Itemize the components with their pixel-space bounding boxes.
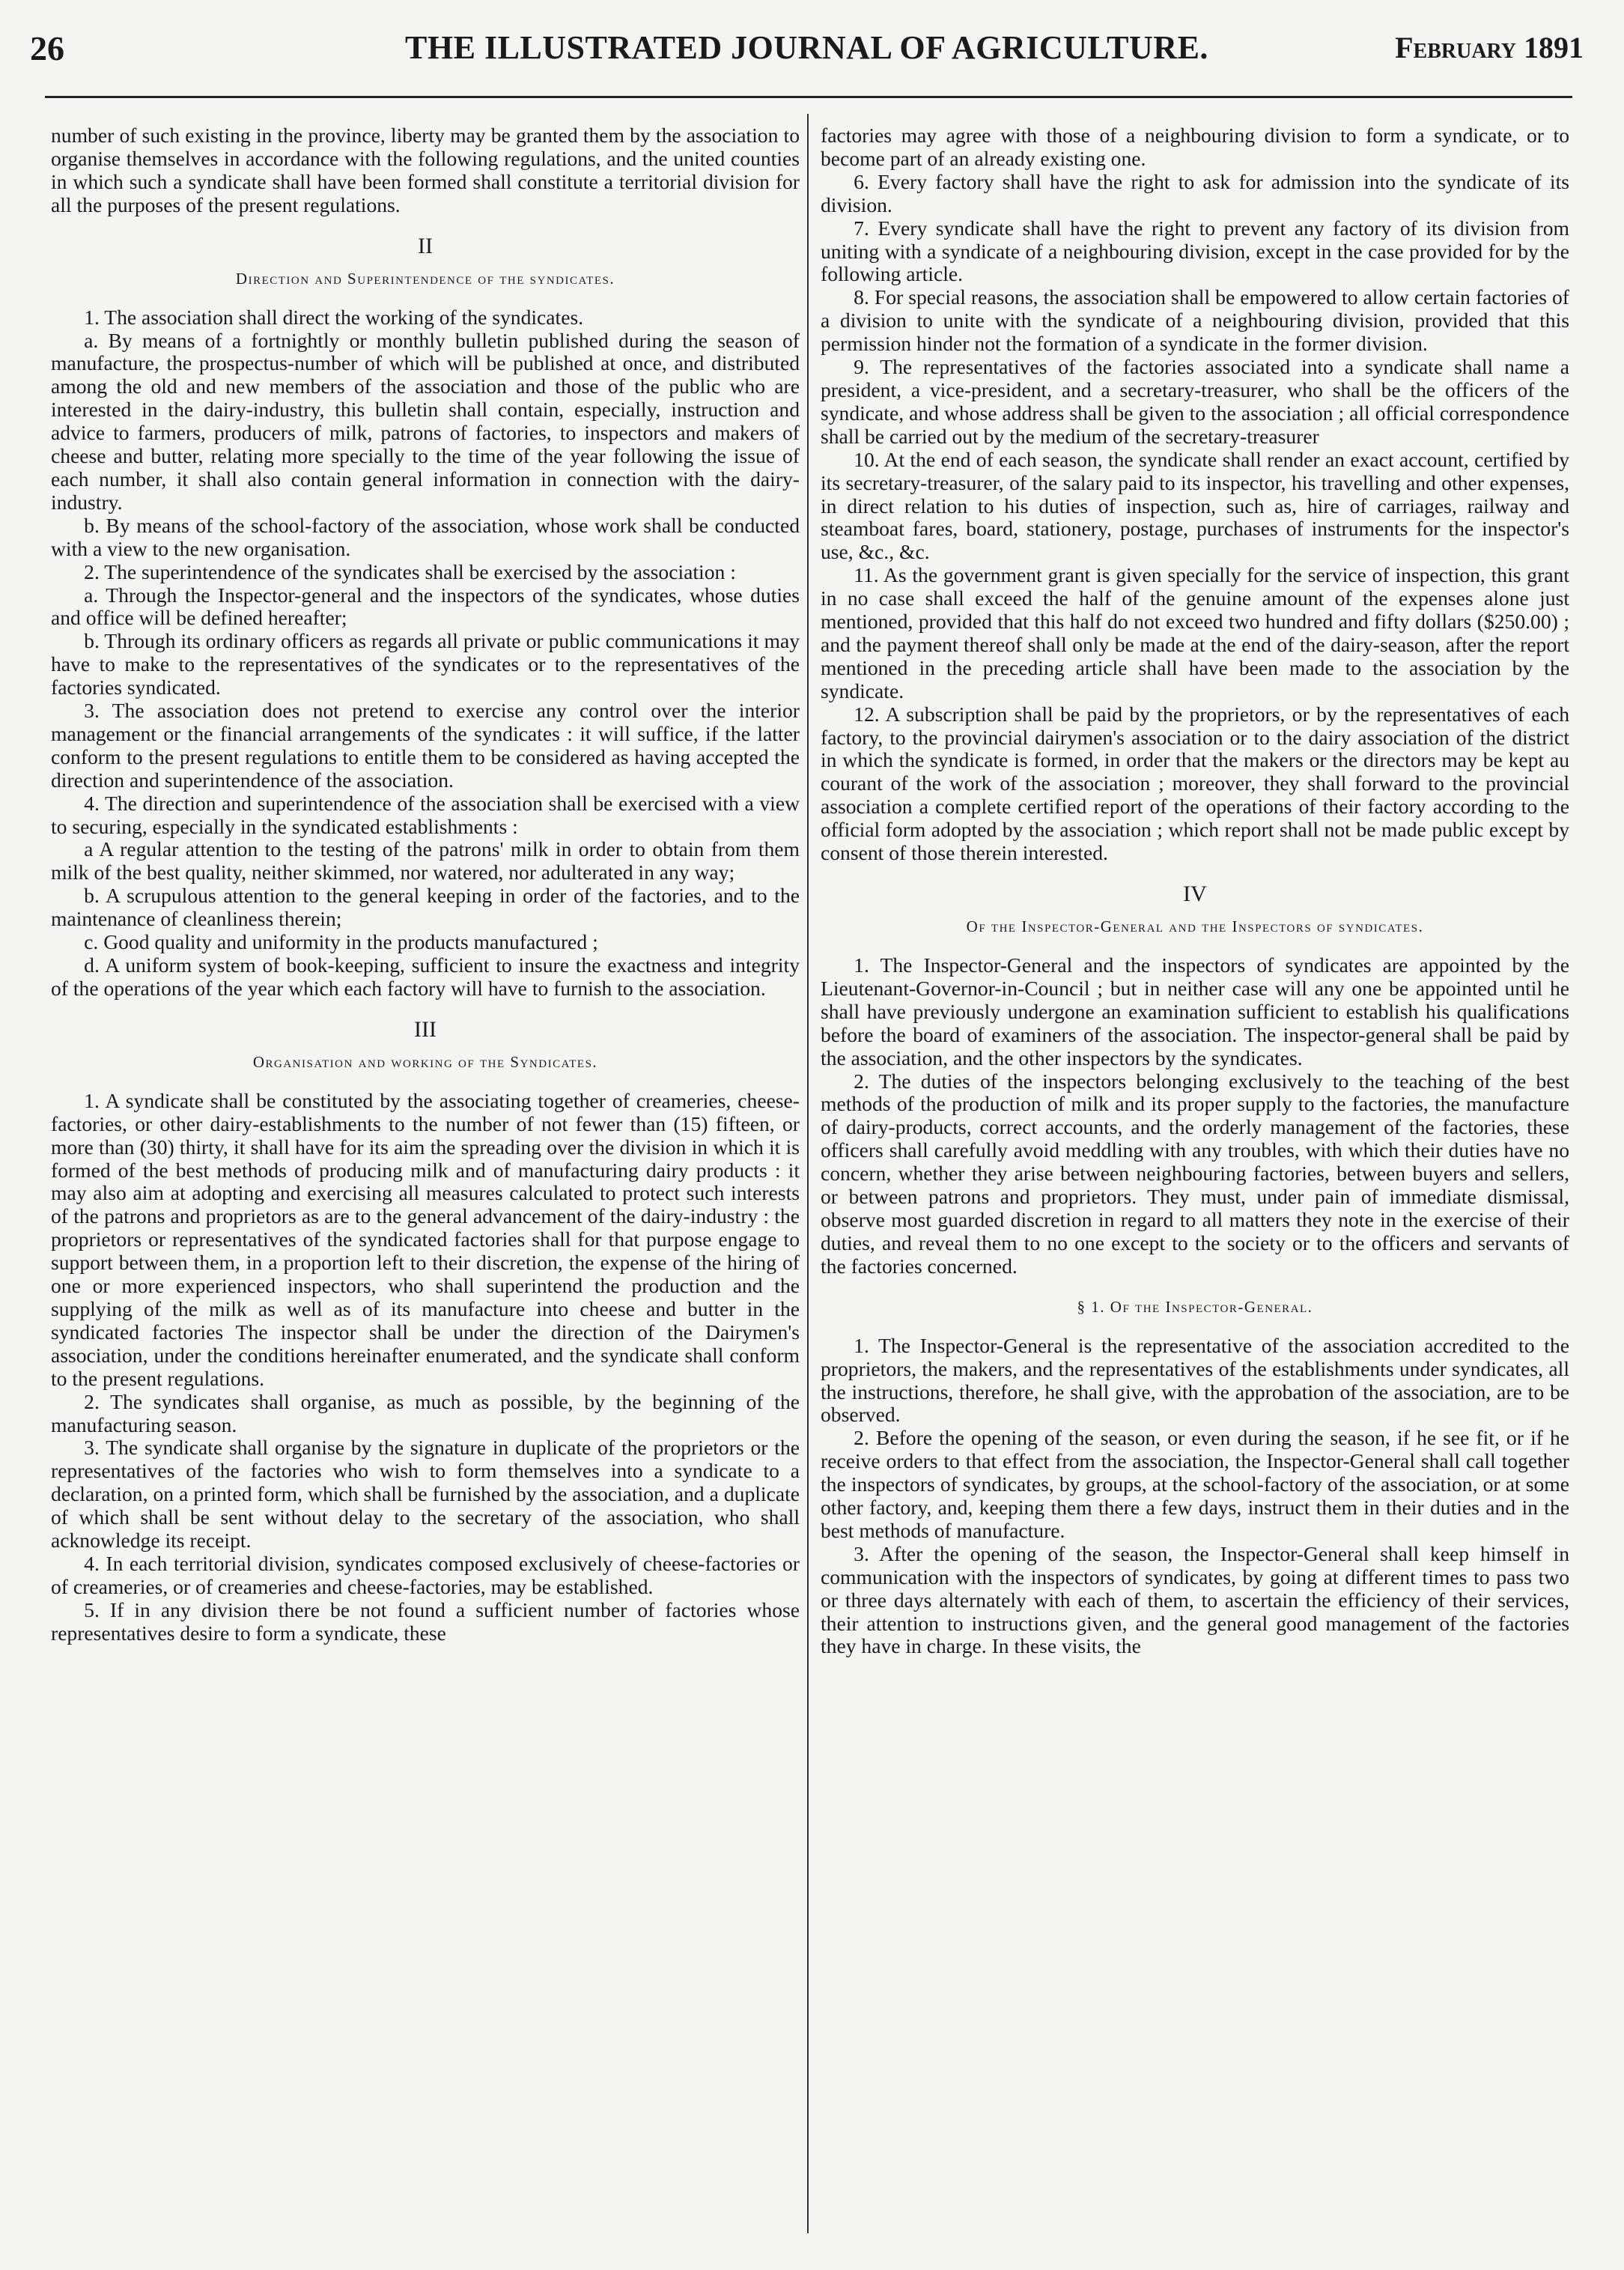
paragraph: 4. In each territorial division, syndicates composed exclusively of cheese-factories or of creameries, or of creameries and cheese-factories, may be established.: [51, 1551, 800, 1598]
paragraph: factories may agree with those of a neighbouring division to form a syndicate, or to become part of an already existing one.: [821, 124, 1569, 170]
paragraph: d. A uniform system of book-keeping, sufficient to insure the exactness and integrity of the operations of the year which each factory will have to furnish to the association.: [51, 953, 800, 1000]
section-heading-ii: Direction and Superintendence of the syndicates.: [235, 269, 615, 288]
paragraph: 1. The Inspector-General and the inspectors of syndicates are appointed by the Lieutenant-Governor-in-Council ; but in neither case will any one be appointed until he shall have previously undergone an examination sufficient to establish his qualifications before the board of examiners of the association. The inspector-general shall be paid by the association, and the other inspectors by the syndicates.: [821, 953, 1569, 1069]
page-header: [30, 28, 1584, 73]
paragraph: 3. After the opening of the season, the Inspector-General shall keep himself in communication with the inspectors of syndicates, by going at different times to pass two or three days alternately with each of them, to ascertain the efficiency of their services, their attention to instructions given, and the general good management of the factories they have in charge. In these visits, the: [821, 1541, 1569, 1658]
subsection-heading: § 1. Of the Inspector-General.: [1077, 1297, 1313, 1316]
paragraph: 2. The duties of the inspectors belonging exclusively to the teaching of the best methods of the production of milk and its proper supply to the factories, the manufacture of dairy-products, correct accounts, and the orderly management of the factories, these officers shall carefully avoid meddling with any troubles, with which their duties have no concern, whether they arise between neighbouring factories, between buyers and sellers, or between patrons and proprietors. They must, under pain of immediate dismissal, observe most guarded discretion in regard to all matters they note in the exercise of their duties, and reveal them to no one except to the society or to the officers and servants of the factories concerned.: [821, 1069, 1569, 1278]
issue-date: February 1891: [1395, 31, 1584, 64]
paragraph: b. Through its ordinary officers as regards all private or public communications it may have to make to the representatives of the syndicates or to the representatives of the factories syndicated.: [51, 629, 800, 699]
page-number: 26: [30, 29, 64, 67]
paragraph: 6. Every factory shall have the right to ask for admission into the syndicate of its division.: [821, 169, 1569, 216]
paragraph: 3. The association does not pretend to exercise any control over the interior management or the financial arrangements of the syndicates : it will suffice, if the latter conform to the present regulations to entitle them to be considered as having accepted the direction and superintendence of the association.: [51, 699, 800, 792]
section-heading-iv: Of the Inspector-General and the Inspectors of syndicates.: [966, 917, 1424, 935]
intro-paragraph: number of such existing in the province, liberty may be granted them by the association to organise themselves in accordance with the following regulations, and the united counties in which such a syndicate shall have been formed shall constitute a territorial division for all the purposes of the present regulations.: [51, 124, 800, 216]
paragraph: 2. The syndicates shall organise, as much as possible, by the beginning of the manufacturing season.: [51, 1389, 800, 1436]
paragraph: a A regular attention to the testing of the patrons' milk in order to obtain from them milk of the best quality, neither skimmed, nor watered, nor adulterated in any way;: [51, 837, 800, 884]
header-rule: [45, 96, 1572, 98]
paragraph: 8. For special reasons, the association shall be empowered to allow certain factories of a division to unite with the syndicate of a neighbouring division, provided that this permission hinder not the formation of a syndicate in the former division.: [821, 285, 1569, 356]
paragraph: 1. The Inspector-General is the representative of the association accredited to the proprietors, the makers, and the representatives of the establishments under syndicates, all the instructions, therefore, he shall give, with the approbation of the association, are to be observed.: [821, 1333, 1569, 1427]
paragraph: 7. Every syndicate shall have the right to prevent any factory of its division from uniting with a syndicate of a neighbouring division, except in the case provided for by the following article.: [821, 216, 1569, 286]
journal-title: THE ILLUSTRATED JOURNAL OF AGRICULTURE.: [405, 29, 1208, 66]
paragraph: 3. The syndicate shall organise by the signature in duplicate of the proprietors or the representatives of the factories who wish to form themselves into a syndicate to a declaration, on a printed form, which shall be furnished by the association, and a duplicate of which shall be sent without delay to the secretary of the association, who shall acknowledge its receipt.: [51, 1436, 800, 1553]
paragraph: 5. If in any division there be not found a sufficient number of factories whose representatives desire to form a syndicate, these: [51, 1597, 800, 1645]
paragraph: 9. The representatives of the factories associated into a syndicate shall name a president, a vice-president, and a secretary-treasurer, who shall be the officers of the syndicate, and whose address shall be given to the association ; all official correspondence shall be carried out by the medium of the secretary-treasurer: [821, 355, 1569, 448]
paragraph: 2. Before the opening of the season, or even during the season, if he see fit, or if he receive orders to that effect from the association, the Inspector-General shall call together the inspectors of syndicates, by groups, at the school-factory of the association, or at some other factory, and, keeping them there a few days, instruct them in their duties and in the best methods of manufacture.: [821, 1426, 1569, 1542]
paragraph: 1. A syndicate shall be constituted by the associating together of creameries, cheese-factories, or other dairy-establishments to the number of not fewer than (15) fifteen, or more than (30) thirty, it shall have for its aim the spreading over the division in which it is formed of the best methods of producing milk and of manufacturing dairy products : it may also aim at adopting and exercising all measures calculated to protect such interests of the patrons and proprietors as are to the general advancement of the dairy-industry : the proprietors or representatives of the syndicated factories shall for that purpose engage to support between them, in a proportion left to their discretion, the expense of the hiring of one or more experienced inspectors, who shall superintend the production and the supplying of the milk as well as of its manufacture into cheese and butter in the syndicated factories The inspector shall be under the direction of the Dairymen's association, under the conditions hereinafter enumerated, and the syndicate shall conform to the present regulations.: [51, 1088, 800, 1390]
paragraph: 4. The direction and superintendence of the association shall be exercised with a view to securing, especially in the syndicated establishments :: [51, 791, 800, 838]
paragraph: 11. As the government grant is given specially for the service of inspection, this grant in no case shall exceed the half of the genuine amount of the expenses alone just mentioned, provided that this half do not exceed two hundred and fifty dollars ($250.00) ; and the payment thereof shall only be made at the end of the dairy-season, after the report mentioned in the preceding article shall have been made to the association by the syndicate.: [821, 563, 1569, 702]
paragraph: 1. The association shall direct the working of the syndicates.: [84, 305, 584, 329]
paragraph: a. Through the Inspector-general and the inspectors of the syndicates, whose duties and office will be defined hereafter;: [51, 583, 800, 630]
section-number-iii: III: [414, 1016, 437, 1042]
paragraph: 12. A subscription shall be paid by the proprietors, or by the representatives of each factory, to the provincial dairymen's association or to the dairy association of the district in which the syndicate is formed, in order that the makers or the directors may be kept au courant of the work of the association ; moreover, they shall forward to the provincial association a complete certified report of the operations of their factory according to the official form adopted by the association ; which report shall not be made public except by consent of those therein interested.: [821, 702, 1569, 865]
paragraph: 10. At the end of each season, the syndicate shall render an exact account, certified by its secretary-treasurer, of the salary paid to its inspector, his travelling and other expenses, in direct relation to his duties of inspection, such as, hire of carriages, railway and steamboat fares, board, stationery, postage, purchases of instruments for the inspector's use, &c., &c.: [821, 447, 1569, 564]
paragraph: 2. The superintendence of the syndicates shall be exercised by the association :: [84, 559, 736, 583]
paragraph: b. A scrupulous attention to the general keeping in order of the factories, and to the maintenance of cleanliness therein;: [51, 884, 800, 931]
left-column: [51, 124, 800, 1645]
right-column: [821, 124, 1569, 1658]
paragraph: a. By means of a fortnightly or monthly bulletin published during the season of manufacture, the prospectus-number of which will be published at once, and distributed among the old and new members of the association and those of the public who are interested in the dairy-industry, this bulletin shall contain, especially, instruction and advice to farmers, producers of milk, patrons of factories, to inspectors and makers of cheese and butter, relating more specially to the time of the year following the issue of each number, it shall also contain general information in connection with the dairy-industry.: [51, 328, 800, 514]
section-number-iv: IV: [1183, 881, 1207, 906]
column-divider: [807, 114, 809, 2233]
paragraph: b. By means of the school-factory of the association, whose work shall be conducted with a view to the new organisation.: [51, 513, 800, 560]
section-number-ii: II: [418, 233, 433, 258]
section-heading-iii: Organisation and working of the Syndicates.: [252, 1052, 598, 1071]
paragraph: c. Good quality and uniformity in the products manufactured ;: [84, 930, 598, 954]
